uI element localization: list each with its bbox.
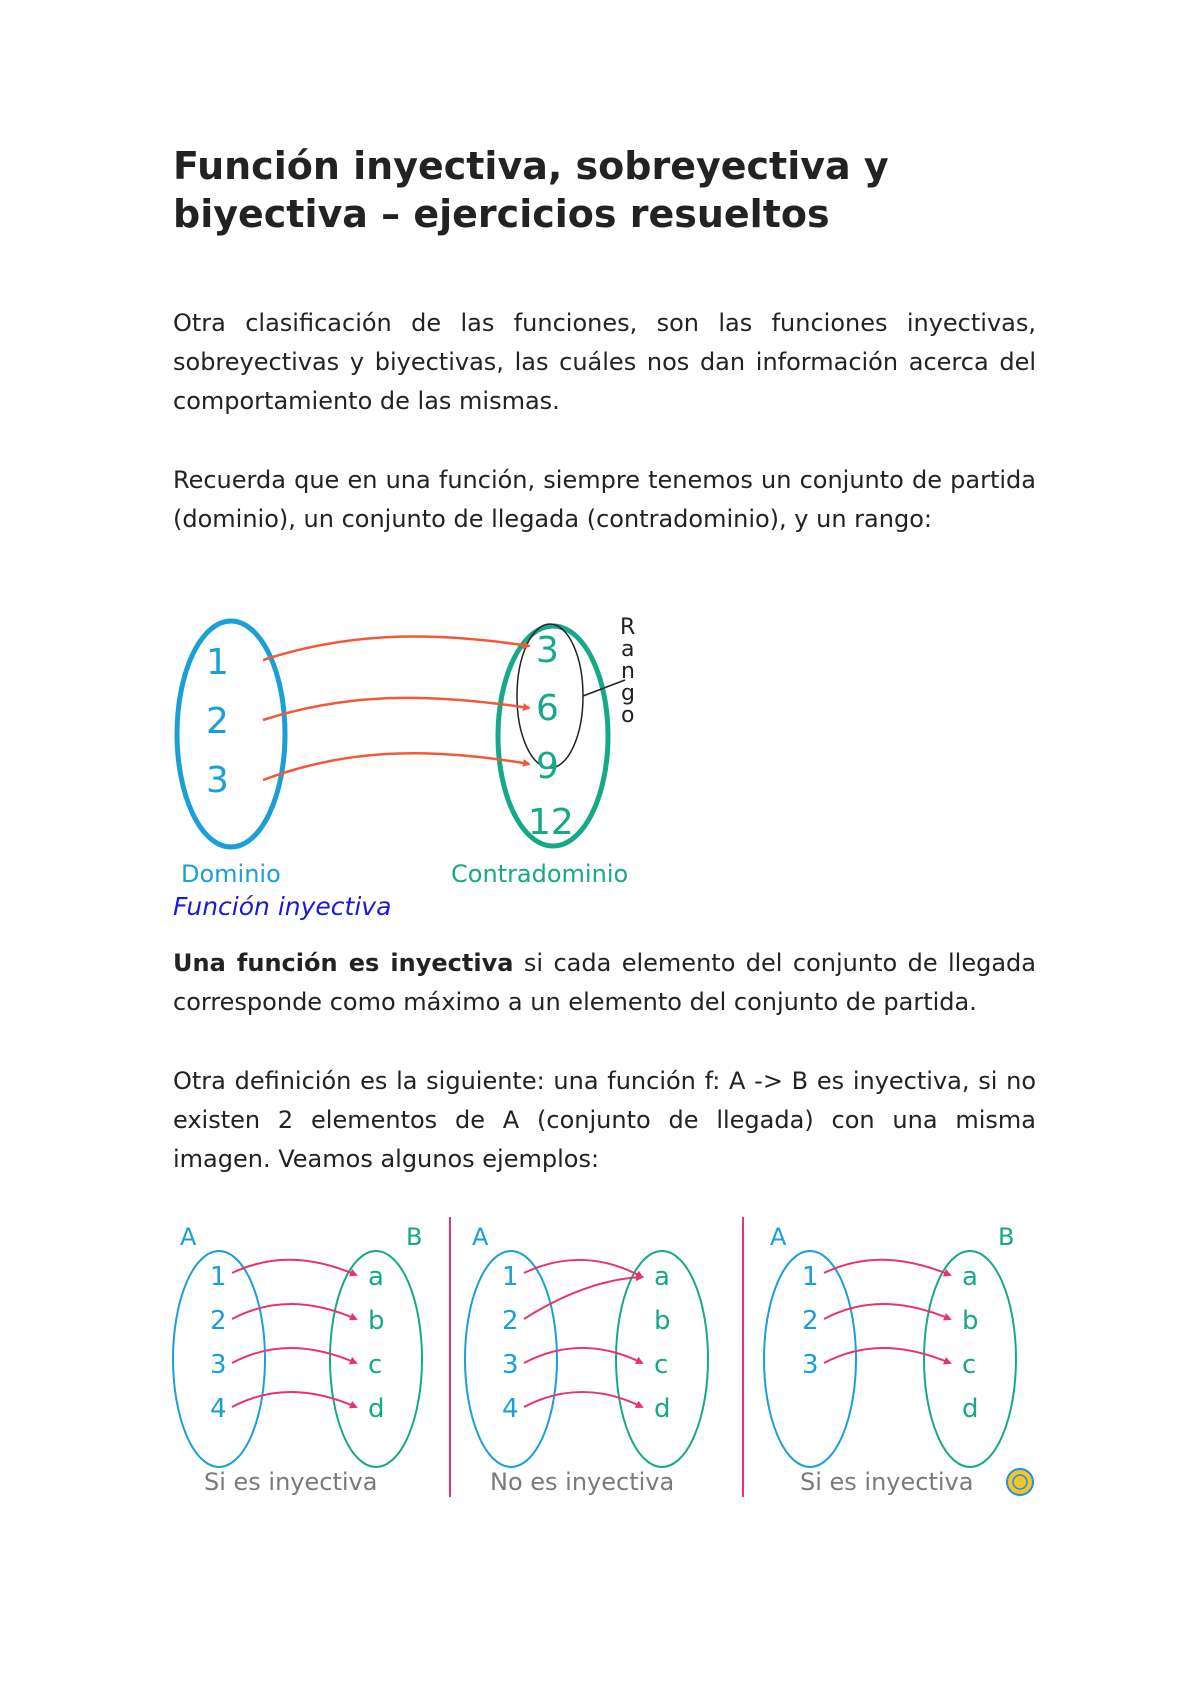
codomain-value-1: 3 — [536, 630, 559, 671]
example-2-arrow-1 — [524, 1260, 642, 1277]
example-1-domain-1: 1 — [210, 1262, 227, 1292]
example-2-domain-1: 1 — [502, 1262, 519, 1292]
example-2-codomain-3: c — [654, 1350, 669, 1380]
range-letter-5: o — [621, 703, 635, 728]
matemovil-badge-icon — [1007, 1469, 1033, 1495]
example-3-codomain-4: d — [962, 1394, 979, 1424]
example-3-domain-1: 1 — [802, 1262, 819, 1292]
example-3-set-a: A — [770, 1223, 787, 1251]
example-1-codomain-3: c — [368, 1350, 383, 1380]
example-2-arrow-3 — [524, 1348, 642, 1363]
example-3-codomain-1: a — [962, 1262, 978, 1292]
example-3-domain-3: 3 — [802, 1350, 819, 1380]
page-title: Función inyectiva, sobreyectiva y biyectiva – ejercicios resueltos — [173, 144, 889, 236]
intro-paragraph: Otra clasificación de las funciones, son las funciones inyectivas, sobreyectivas y biyectivas, las cuáles nos dan información acerca del comportamiento de las mismas. — [173, 309, 1036, 415]
example-1-set-b: B — [406, 1223, 423, 1251]
codomain-value-4: 12 — [528, 802, 574, 843]
example-3-arrow-1 — [824, 1260, 950, 1275]
domain-value-1: 1 — [206, 642, 229, 683]
example-1-domain-4: 4 — [210, 1394, 227, 1424]
example-2-arrow-4 — [524, 1392, 642, 1407]
example-2-domain-4: 4 — [502, 1394, 519, 1424]
example-3-codomain-3: c — [962, 1350, 977, 1380]
range-letter-3: n — [621, 659, 635, 684]
example-1-set-a: A — [180, 1223, 197, 1251]
example-1-domain-3: 3 — [210, 1350, 227, 1380]
domain-value-2: 2 — [206, 701, 229, 742]
example-2-domain-3: 3 — [502, 1350, 519, 1380]
example-2-set-a: A — [472, 1223, 489, 1251]
domain-value-3: 3 — [206, 760, 229, 801]
example-1 — [173, 1223, 422, 1496]
example-1-arrow-3 — [232, 1348, 356, 1363]
example-2-codomain-1: a — [654, 1262, 670, 1292]
example-2-codomain-4: d — [654, 1394, 671, 1424]
codomain-label: Contradominio — [451, 860, 629, 888]
injective-definition-rest: si cada elemento del conjunto de llegada corresponde como máximo a un elemento del conjunto de partida. — [173, 949, 1036, 1016]
arrow-1 — [263, 637, 529, 660]
example-1-codomain-4: d — [368, 1394, 385, 1424]
example-3-caption: Si es inyectiva — [800, 1468, 974, 1496]
arrow-2 — [263, 698, 529, 720]
example-3-domain-2: 2 — [802, 1306, 819, 1336]
example-1-arrow-4 — [232, 1392, 356, 1407]
domain-label: Dominio — [181, 860, 281, 888]
example-2-caption: No es inyectiva — [490, 1468, 675, 1496]
arrow-3 — [263, 753, 529, 780]
example-1-codomain-2: b — [368, 1306, 385, 1336]
example-2-domain-2: 2 — [502, 1306, 519, 1336]
example-2-codomain-2: b — [654, 1306, 671, 1336]
range-letter-1: R — [620, 615, 636, 640]
example-1-arrow-1 — [232, 1260, 356, 1275]
example-2 — [465, 1223, 708, 1496]
example-1-codomain-1: a — [368, 1262, 384, 1292]
range-letter-4: g — [621, 681, 635, 706]
example-3-arrow-3 — [824, 1348, 950, 1363]
figure-caption: Función inyectiva — [173, 892, 392, 921]
domain-ellipse — [177, 621, 285, 847]
injective-definition-bold: Una función es inyectiva — [173, 949, 514, 977]
examples-diagram — [170, 1215, 1040, 1505]
example-1-caption: Si es inyectiva — [204, 1468, 378, 1496]
example-3 — [764, 1223, 1033, 1496]
example-3-arrow-2 — [824, 1304, 950, 1319]
example-3-set-b: B — [998, 1223, 1015, 1251]
example-1-arrow-2 — [232, 1304, 356, 1319]
codomain-value-2: 6 — [536, 688, 559, 729]
injective-definition — [173, 944, 1036, 1022]
example-1-domain-2: 2 — [210, 1306, 227, 1336]
example-3-codomain-2: b — [962, 1306, 979, 1336]
definition-paragraph: Recuerda que en una función, siempre tenemos un conjunto de partida (dominio), un conjunto de llegada (contradominio), y un rango: — [173, 466, 1036, 533]
codomain-value-3: 9 — [536, 746, 559, 787]
range-letter-2: a — [621, 637, 635, 662]
alternative-definition: Otra definición es la siguiente: una función f: A -> B es inyectiva, si no existen 2 elementos de A (conjunto de llegada) con una misma imagen. Veamos algunos ejemplos: — [173, 1067, 1036, 1173]
domain-codomain-diagram — [173, 612, 673, 892]
